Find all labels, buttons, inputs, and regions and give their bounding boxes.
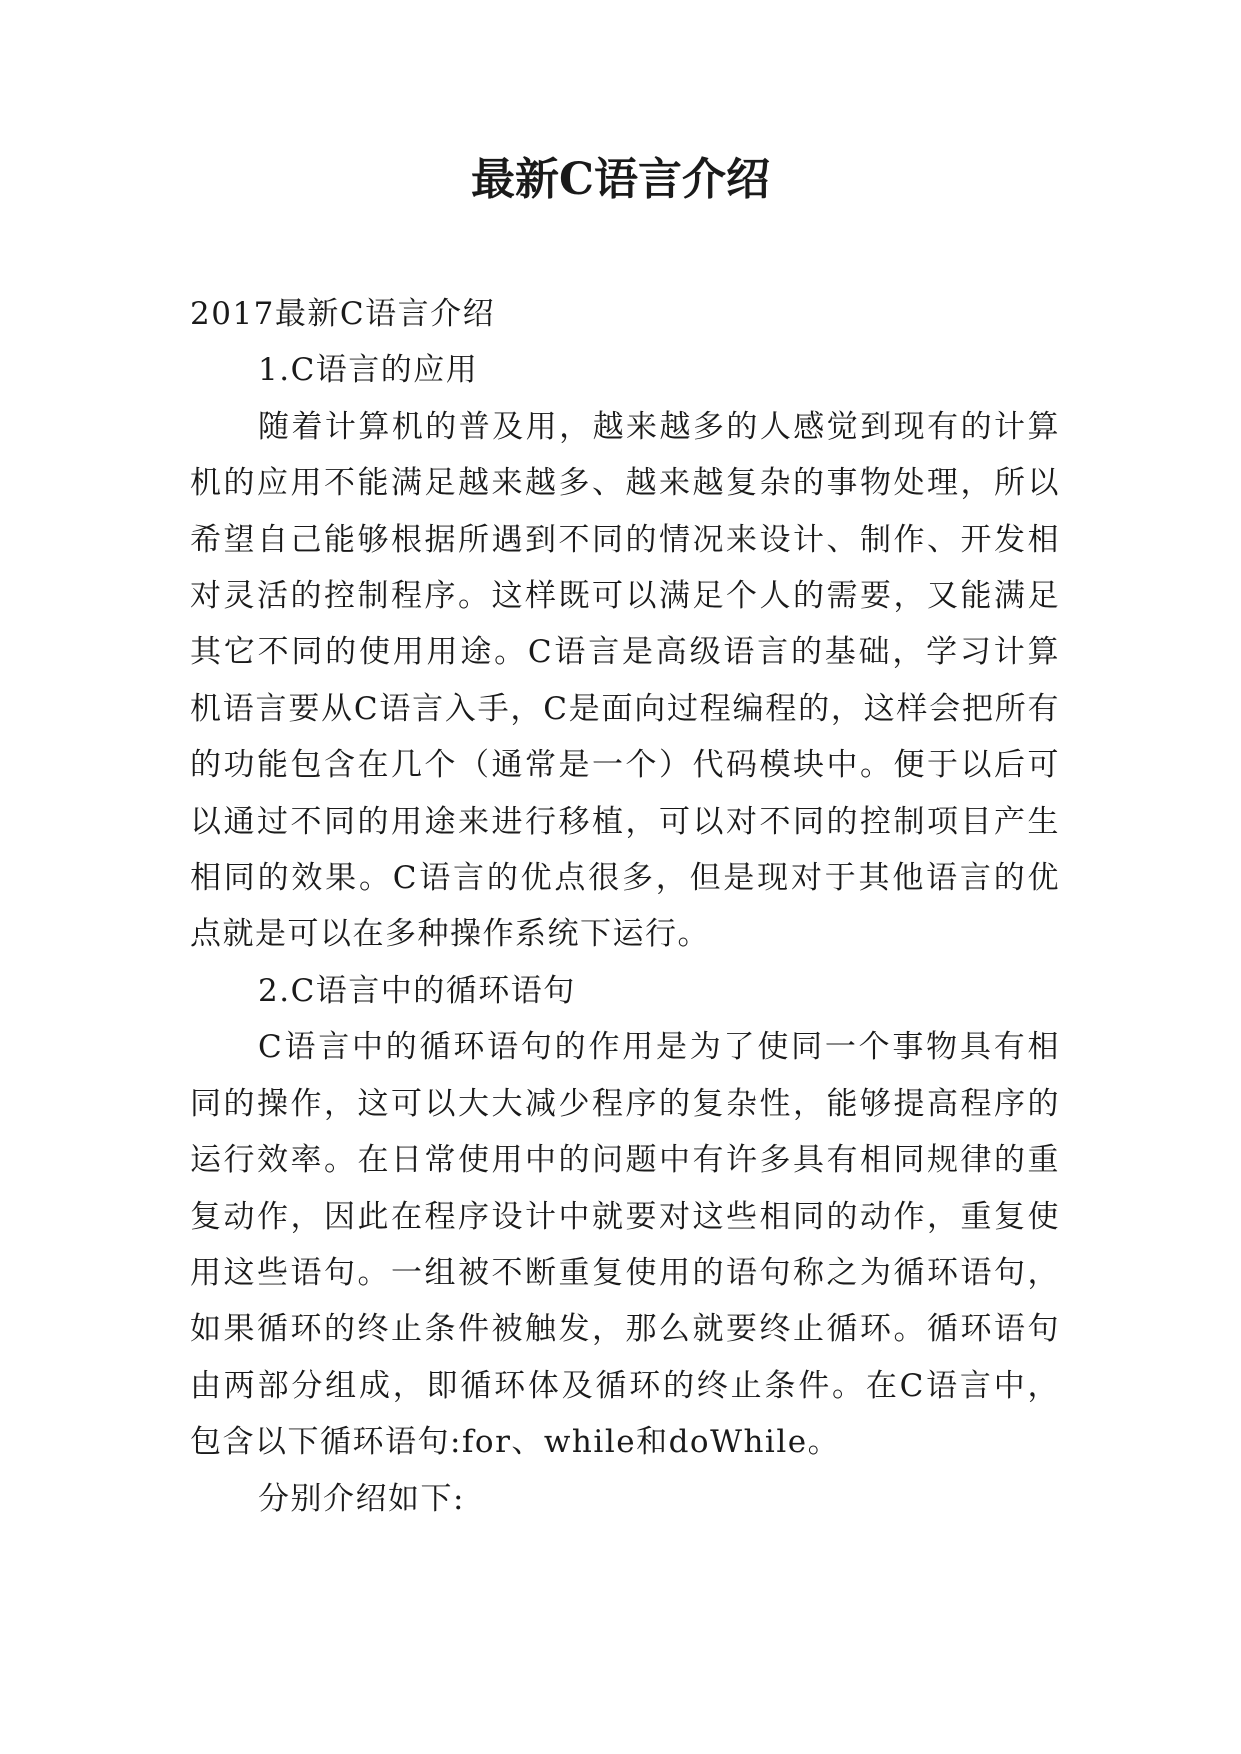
section-heading-applications: 1.C语言的应用: [258, 352, 479, 389]
document-title: 最新C语言介绍: [470, 154, 771, 205]
section-followup-loops: 分别介绍如下:: [258, 1480, 465, 1517]
section-heading-loops: 2.C语言中的循环语句: [258, 972, 576, 1009]
document-subtitle: 2017最新C语言介绍: [190, 296, 496, 332]
section-paragraph-applications: 随着计算机的普及用，越来越多的人感觉到现有的计算机的应用不能满足越来越多、越来越复杂的事物处理，所以希望自己能够根据所遇到不同的情况来设计、制作、开发相对灵活的控制程序。这样既可以满足个人的需要，又能满足其它不同的使用用途。C语言是高级语言的基础，学习计算机语言要从C语言入手，C是面向过程编程的，这样会把所有的功能包含在几个（通常是一个）代码模块中。便于以后可以通过不同的用途来进行移植，可以对不同的控制项目产生相同的效果。C语言的优点很多，但是现对于其他语言的优点就是可以在多种操作系统下运行。: [190, 408, 1060, 953]
section-paragraph-loops: C语言中的循环语句的作用是为了使同一个事物具有相同的操作，这可以大大减少程序的复杂性，能够提高程序的运行效率。在日常使用中的问题中有许多具有相同规律的重复动作，因此在程序设计中就要对这些相同的动作，重复使用这些语句。一组被不断重复使用的语句称之为循环语句，如果循环的终止条件被触发，那么就要终止循环。循环语句由两部分组成，即循环体及循环的终止条件。在C语言中，包含以下循环语句:for、while和doWhile。: [190, 1029, 1060, 1461]
document-body: [190, 286, 1060, 1527]
